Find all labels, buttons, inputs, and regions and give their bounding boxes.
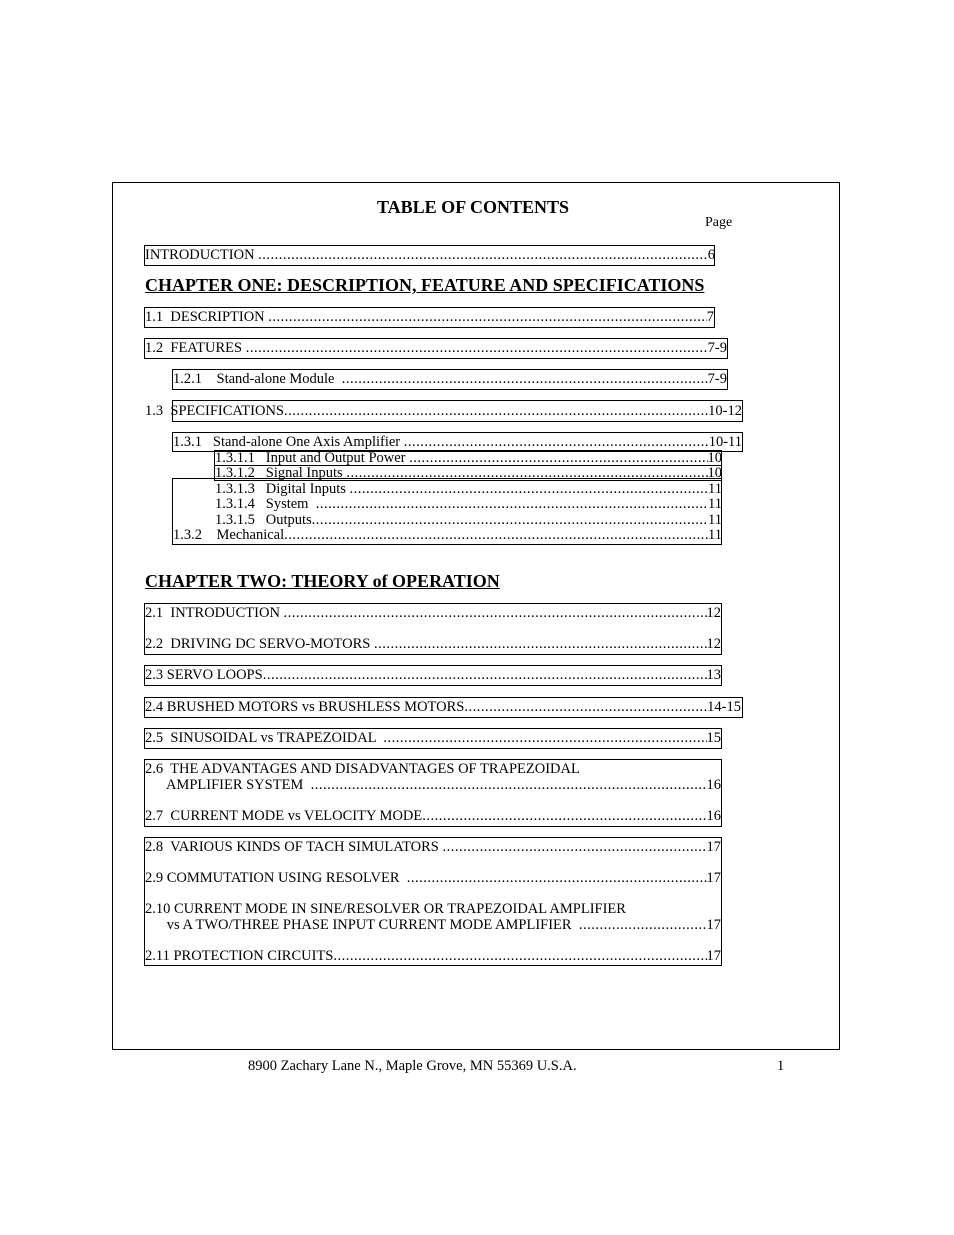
toc-title: TABLE OF CONTENTS xyxy=(377,197,570,217)
link-box xyxy=(144,245,715,266)
toc-entry-2-1[interactable]: 2.1 INTRODUCTION ..... 12 xyxy=(145,605,721,621)
link-box xyxy=(172,478,722,545)
link-box xyxy=(144,338,728,359)
toc-entry-1-1[interactable]: 1.1 DESCRIPTION ..... 7 xyxy=(145,309,714,325)
toc-entry-1-2-1[interactable]: 1.2.1 Stand-alone Module ..... 7-9 xyxy=(173,371,727,387)
footer-address: 8900 Zachary Lane N., Maple Grove, MN 55369 U.S.A. xyxy=(248,1058,577,1074)
page-column-header: Page xyxy=(705,215,733,230)
toc-entry-2-3[interactable]: 2.3 SERVO LOOPS ..... 13 xyxy=(145,667,721,683)
link-box xyxy=(214,450,722,466)
link-box xyxy=(144,697,743,718)
link-box xyxy=(144,307,715,328)
toc-entry-1-3[interactable]: 1.3 SPECIFICATIONS ..... 10-12 xyxy=(145,403,742,419)
toc-entry-1-3-2[interactable]: 1.3.2 Mechanical ..... 11 xyxy=(173,527,722,543)
chapter-one-heading: CHAPTER ONE: DESCRIPTION, FEATURE AND SPECIFICATIONS xyxy=(145,275,705,295)
link-box xyxy=(144,759,722,827)
link-box xyxy=(144,603,722,655)
link-box xyxy=(172,432,743,452)
toc-entry-2-9[interactable]: 2.9 COMMUTATION USING RESOLVER ..... 17 xyxy=(145,870,721,886)
link-box xyxy=(144,728,722,749)
toc-entry-2-8[interactable]: 2.8 VARIOUS KINDS OF TACH SIMULATORS ..... 17 xyxy=(145,839,721,855)
toc-entry-1-3-1[interactable]: 1.3.1 Stand-alone One Axis Amplifier ..... 10-11 xyxy=(173,434,742,450)
link-box xyxy=(144,665,722,686)
toc-entry-2-2[interactable]: 2.2 DRIVING DC SERVO-MOTORS ..... 12 xyxy=(145,636,721,652)
toc-entry-2-6[interactable]: 2.6 THE ADVANTAGES AND DISADVANTAGES OF TRAPEZOIDAL AMPLIFIER SYSTEM ..... 16 xyxy=(145,761,721,795)
link-box xyxy=(172,369,728,390)
toc-entry-2-10[interactable]: 2.10 CURRENT MODE IN SINE/RESOLVER OR TRAPEZOIDAL AMPLIFIER vs A TWO/THREE PHASE INPUT CURRENT MODE AMPLIFIER ..... 17 xyxy=(145,901,721,935)
toc-entry-1-2[interactable]: 1.2 FEATURES ..... 7-9 xyxy=(145,340,727,356)
link-box xyxy=(172,400,743,422)
toc-entry-2-11[interactable]: 2.11 PROTECTION CIRCUITS ..... 17 xyxy=(145,948,721,964)
toc-entry-1-3-1-5[interactable]: 1.3.1.5 Outputs ..... 11 xyxy=(215,512,722,528)
footer-page-number: 1 xyxy=(777,1058,785,1074)
toc-entry-2-4[interactable]: 2.4 BRUSHED MOTORS vs BRUSHLESS MOTORS ..... 14-15 xyxy=(145,699,741,715)
toc-entry-1-3-1-4[interactable]: 1.3.1.4 System ..... 11 xyxy=(215,496,722,512)
link-box xyxy=(144,837,722,966)
toc-entry-1-3-1-3[interactable]: 1.3.1.3 Digital Inputs ..... 11 xyxy=(215,481,722,497)
toc-entry-2-5[interactable]: 2.5 SINUSOIDAL vs TRAPEZOIDAL ..... 15 xyxy=(145,730,721,746)
toc-entry-introduction[interactable]: INTRODUCTION ..... 6 xyxy=(145,247,715,263)
chapter-two-heading: CHAPTER TWO: THEORY of OPERATION xyxy=(145,571,500,591)
toc-entry-2-7[interactable]: 2.7 CURRENT MODE vs VELOCITY MODE ..... 16 xyxy=(145,808,721,824)
toc-entry-1-3-1-1[interactable]: 1.3.1.1 Input and Output Power ..... 10 xyxy=(215,450,722,466)
toc-entry-1-3-1-2[interactable]: 1.3.1.2 Signal Inputs ..... 10 xyxy=(215,465,722,481)
